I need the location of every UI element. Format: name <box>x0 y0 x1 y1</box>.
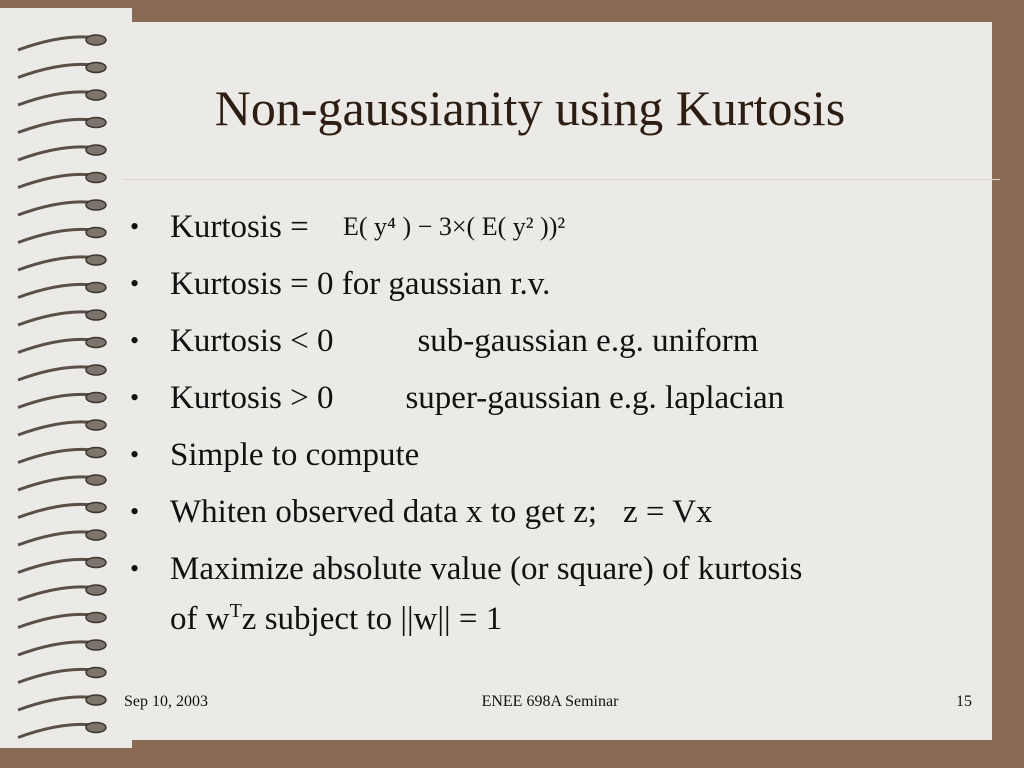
kurtosis-formula: E( y⁴ ) − 3×( E( y² ))² <box>342 212 566 241</box>
superscript-t: T <box>229 600 242 622</box>
bullet-text-line2b: z subject to ||w|| = 1 <box>241 601 503 637</box>
bullet-item-super-gaussian <box>128 377 988 419</box>
spiral-ring-wire <box>18 147 96 160</box>
bullet-text: Kurtosis = <box>170 209 309 245</box>
spiral-ring-wire <box>18 669 96 682</box>
bullet-detail: super-gaussian e.g. laplacian <box>405 380 785 416</box>
spiral-ring-wire <box>18 642 96 655</box>
spiral-ring-hole <box>86 200 106 210</box>
bullet-item-maximize <box>128 548 988 640</box>
footer-page-number: 15 <box>956 693 972 710</box>
spiral-ring-hole <box>86 393 106 403</box>
bullet-item-kurtosis-definition <box>128 206 988 248</box>
footer-course: ENEE 698A Seminar <box>481 693 619 710</box>
spiral-ring-wire <box>18 92 96 105</box>
bullet-text: Kurtosis > 0 <box>170 380 334 416</box>
spiral-ring-hole <box>86 118 106 128</box>
bullet-icon: • <box>130 440 140 469</box>
spiral-ring-wire <box>18 64 96 77</box>
spiral-ring-hole <box>86 503 106 513</box>
spiral-ring-wire <box>18 37 96 50</box>
bullet-text: Kurtosis = 0 for gaussian r.v. <box>170 266 551 302</box>
bullet-text-line2a: of w <box>170 601 230 637</box>
bullet-icon: • <box>130 383 140 412</box>
bullet-icon: • <box>130 326 140 355</box>
spiral-ring-hole <box>86 255 106 265</box>
spiral-ring-hole <box>86 90 106 100</box>
spiral-ring-hole <box>86 585 106 595</box>
bullet-icon: • <box>130 554 140 583</box>
spiral-ring-hole <box>86 228 106 238</box>
spiral-ring-hole <box>86 613 106 623</box>
spiral-ring-hole <box>86 475 106 485</box>
spiral-ring-wire <box>18 174 96 187</box>
bullet-text: Simple to compute <box>170 437 420 473</box>
spiral-ring-hole <box>86 63 106 73</box>
bullet-item-gaussian <box>128 263 988 305</box>
spiral-ring-wire <box>18 312 96 325</box>
spiral-ring-wire <box>18 614 96 627</box>
spiral-ring-hole <box>86 145 106 155</box>
spiral-ring-wire <box>18 229 96 242</box>
spiral-ring-wire <box>18 532 96 545</box>
spiral-ring-hole <box>86 448 106 458</box>
bullet-icon: • <box>130 497 140 526</box>
bullet-item-whiten <box>128 491 988 533</box>
spiral-ring-wire <box>18 119 96 132</box>
spiral-ring-hole <box>86 558 106 568</box>
bullet-icon: • <box>130 212 140 241</box>
bullet-item-sub-gaussian <box>128 320 988 362</box>
spiral-ring-hole <box>86 365 106 375</box>
spiral-ring-wire <box>18 587 96 600</box>
title-divider <box>122 179 1000 180</box>
spiral-ring-hole <box>86 35 106 45</box>
spiral-ring-hole <box>86 530 106 540</box>
spiral-binding-rings <box>0 0 120 768</box>
spiral-ring-wire <box>18 339 96 352</box>
bullet-detail: sub-gaussian e.g. uniform <box>417 323 759 359</box>
spiral-ring-wire <box>18 202 96 215</box>
bullet-text: Kurtosis < 0 <box>170 323 334 359</box>
spiral-ring-wire <box>18 559 96 572</box>
spiral-ring-wire <box>18 504 96 517</box>
spiral-ring-hole <box>86 420 106 430</box>
spiral-ring-wire <box>18 477 96 490</box>
bullet-list <box>128 206 988 655</box>
spiral-ring-wire <box>18 697 96 710</box>
spiral-ring-wire <box>18 284 96 297</box>
spiral-ring-hole <box>86 338 106 348</box>
bullet-text: Whiten observed data x to get z; <box>170 494 598 530</box>
spiral-ring-hole <box>86 283 106 293</box>
spiral-ring-wire <box>18 449 96 462</box>
slide-title: Non-gaussianity using Kurtosis <box>214 80 846 136</box>
bullet-item-simple <box>128 434 988 476</box>
spiral-ring-wire <box>18 257 96 270</box>
bullet-detail: z = Vx <box>623 494 713 530</box>
spiral-ring-hole <box>86 723 106 733</box>
bullet-text-line1: Maximize absolute value (or square) of kurtosis <box>170 551 803 587</box>
spiral-ring-hole <box>86 695 106 705</box>
bullet-icon: • <box>130 269 140 298</box>
spiral-ring-hole <box>86 668 106 678</box>
spiral-ring-hole <box>86 640 106 650</box>
spiral-ring-wire <box>18 422 96 435</box>
spiral-ring-wire <box>18 724 96 737</box>
spiral-ring-wire <box>18 394 96 407</box>
spiral-ring-hole <box>86 310 106 320</box>
footer-date: Sep 10, 2003 <box>124 693 208 710</box>
spiral-ring-wire <box>18 367 96 380</box>
spiral-ring-hole <box>86 173 106 183</box>
